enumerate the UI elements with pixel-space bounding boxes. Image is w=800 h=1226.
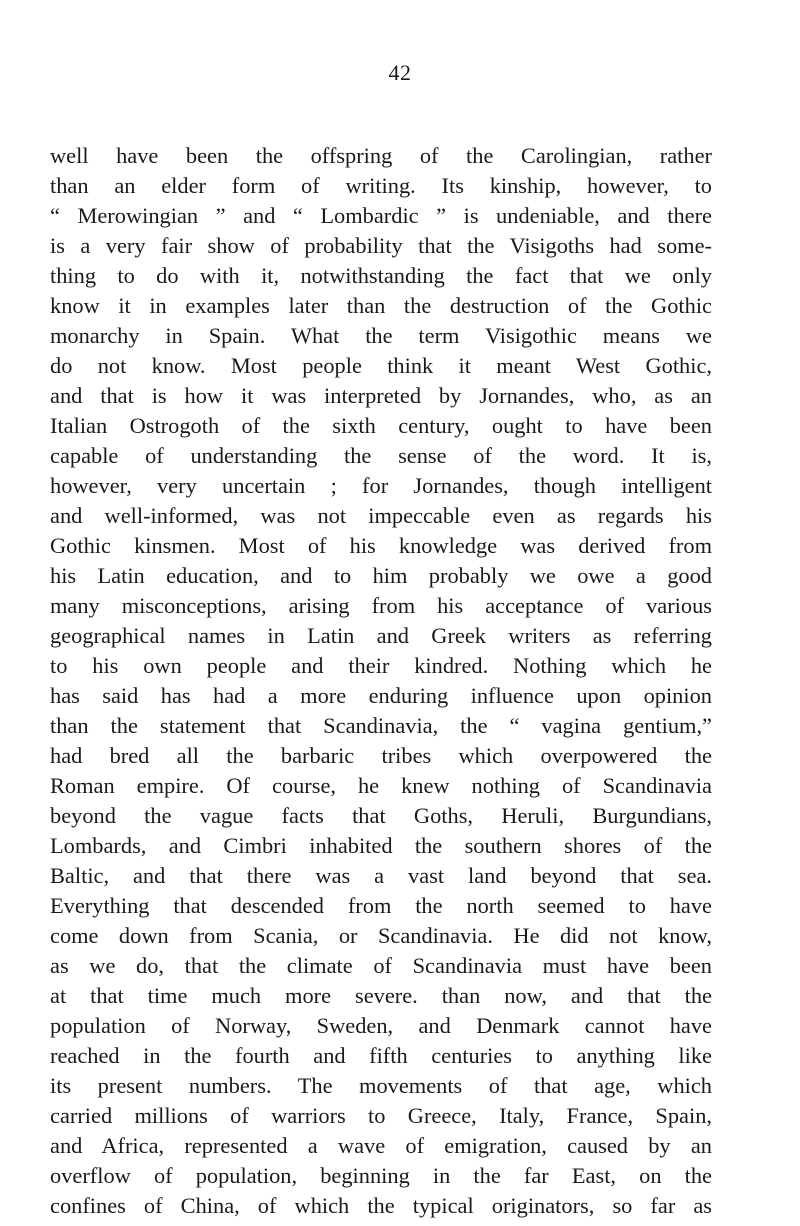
text-line: to his own people and their kindred. Nothing which he	[50, 653, 712, 678]
text-line: know it in examples later than the destruction of the Gothic	[50, 293, 712, 318]
text-line: and that is how it was interpreted by Jornandes, who, as an	[50, 383, 712, 408]
text-line: Everything that descended from the north seemed to have	[50, 893, 712, 918]
page-number: 42	[388, 60, 412, 85]
text-line: had bred all the barbaric tribes which overpowered the	[50, 743, 712, 768]
text-line: population of Norway, Sweden, and Denmark cannot have	[50, 1013, 712, 1038]
text-line: than the statement that Scandinavia, the “ vagina gentium,”	[50, 713, 712, 738]
text-line: many misconceptions, arising from his acceptance of various	[50, 593, 712, 618]
text-line: however, very uncertain ; for Jornandes, though intelligent	[50, 473, 712, 498]
text-line: overflow of population, beginning in the far East, on the	[50, 1163, 712, 1188]
text-line: “ Merowingian ” and “ Lombardic ” is undeniable, and there	[50, 203, 712, 228]
text-line: beyond the vague facts that Goths, Heruli, Burgundians,	[50, 803, 712, 828]
text-line: confines of China, of which the typical originators, so far as	[50, 1193, 712, 1218]
text-line: thing to do with it, notwithstanding the fact that we only	[50, 263, 712, 288]
text-line: Baltic, and that there was a vast land beyond that sea.	[50, 863, 712, 888]
text-line: its present numbers. The movements of that age, which	[50, 1073, 712, 1098]
text-line: well have been the offspring of the Carolingian, rather	[50, 143, 712, 168]
text-line: come down from Scania, or Scandinavia. He did not know,	[50, 923, 712, 948]
text-line: than an elder form of writing. Its kinship, however, to	[50, 173, 712, 198]
text-line: is a very fair show of probability that the Visigoths had some-	[50, 233, 712, 258]
text-line: carried millions of warriors to Greece, Italy, France, Spain,	[50, 1103, 712, 1128]
text-line: do not know. Most people think it meant West Gothic,	[50, 353, 712, 378]
text-line: reached in the fourth and fifth centuries to anything like	[50, 1043, 712, 1068]
text-line: capable of understanding the sense of the word. It is,	[50, 443, 712, 468]
text-line: monarchy in Spain. What the term Visigothic means we	[50, 323, 712, 348]
text-line: geographical names in Latin and Greek writers as referring	[50, 623, 712, 648]
text-line: has said has had a more enduring influence upon opinion	[50, 683, 712, 708]
text-line: Gothic kinsmen. Most of his knowledge was derived from	[50, 533, 712, 558]
text-line: at that time much more severe. than now, and that the	[50, 983, 712, 1008]
text-line: and well-informed, was not impeccable even as regards his	[50, 503, 712, 528]
text-line: his Latin education, and to him probably we owe a good	[50, 563, 712, 588]
text-line: Italian Ostrogoth of the sixth century, ought to have been	[50, 413, 712, 438]
text-line: and Africa, represented a wave of emigration, caused by an	[50, 1133, 712, 1158]
text-line: Roman empire. Of course, he knew nothing of Scandinavia	[50, 773, 712, 798]
body-text	[50, 141, 712, 1221]
text-line: as we do, that the climate of Scandinavia must have been	[50, 953, 712, 978]
text-line: Lombards, and Cimbri inhabited the southern shores of the	[50, 833, 712, 858]
